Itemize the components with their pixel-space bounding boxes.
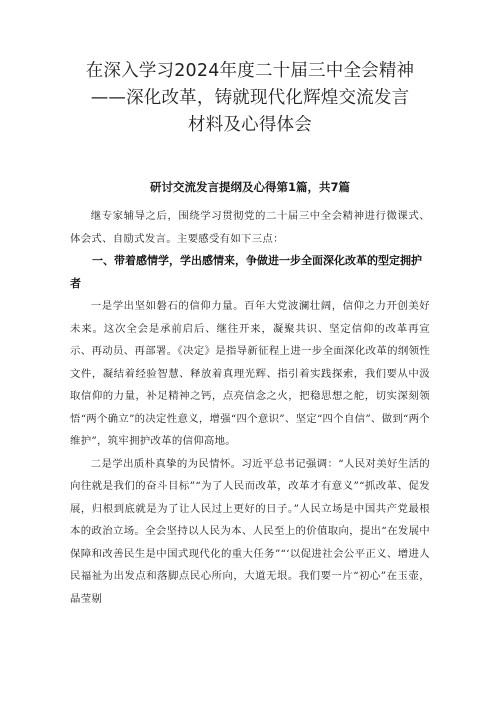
title-line-2: ——深化改革，铸就现代化辉煌交流发言	[90, 88, 410, 108]
document-subtitle: 研讨交流发言提纲及心得第1篇，共7篇	[149, 180, 350, 194]
title-line-1: 在深入学习2024年度二十届三中全会精神	[85, 61, 415, 81]
body-paragraph-2: 二是学出质朴真挚的为民情怀。习近平总书记强调：“人民对美好生活的向往就是我们的奋斗目标”“为了人民而改革，改革才有意义”“抓改革、促发展，归根到底就是为了让人民过上更好的日子。”人民立场是中国共产党最根本的政治立场。全会坚持以人民为本、人民至上的价值取向，提出“在发展中保障和改善民生是中国式现代化的重大任务”“‘以促进社会公平正义、增进人民福祉为出发点和落脚点民心所向，大道无垠。我们要一片“初心”在玉壶，晶莹剔	[70, 457, 430, 605]
title-line-3: 材料及心得体会	[188, 115, 312, 135]
document-title	[70, 58, 430, 139]
section-heading-1: 一、带着感情学，学出感情来，争做进一步全面深化改革的型定拥护者	[70, 254, 422, 290]
intro-paragraph: 继专家辅导之后，围绕学习贯彻党的二十届三中全会精神进行微课式、体会式、自励式发言。主要感受有如下三点：	[70, 210, 430, 245]
body-paragraph-1: 一是学出坚如磐石的信仰力量。百年大党波澜壮阔，信仰之力开创美好未来。这次全会是承前启后、继往开来，凝聚共识、坚定信仰的改革再宣示、再动员、再部署。《决定》是指导新征程上进一步全面深化改革的纲领性文件，凝结着经验智慧、释放着真理光辉、指引着实践探索，我们要从中汲取信仰的力量，补足精神之钙，点亮信念之火，把稳思想之舵，切实深刻领悟“两个确立”的决定性意义，增强“四个意识”、坚定“四个自信”、做到“两个维护”，筑牢拥护改革的信仰高地。	[70, 300, 430, 447]
